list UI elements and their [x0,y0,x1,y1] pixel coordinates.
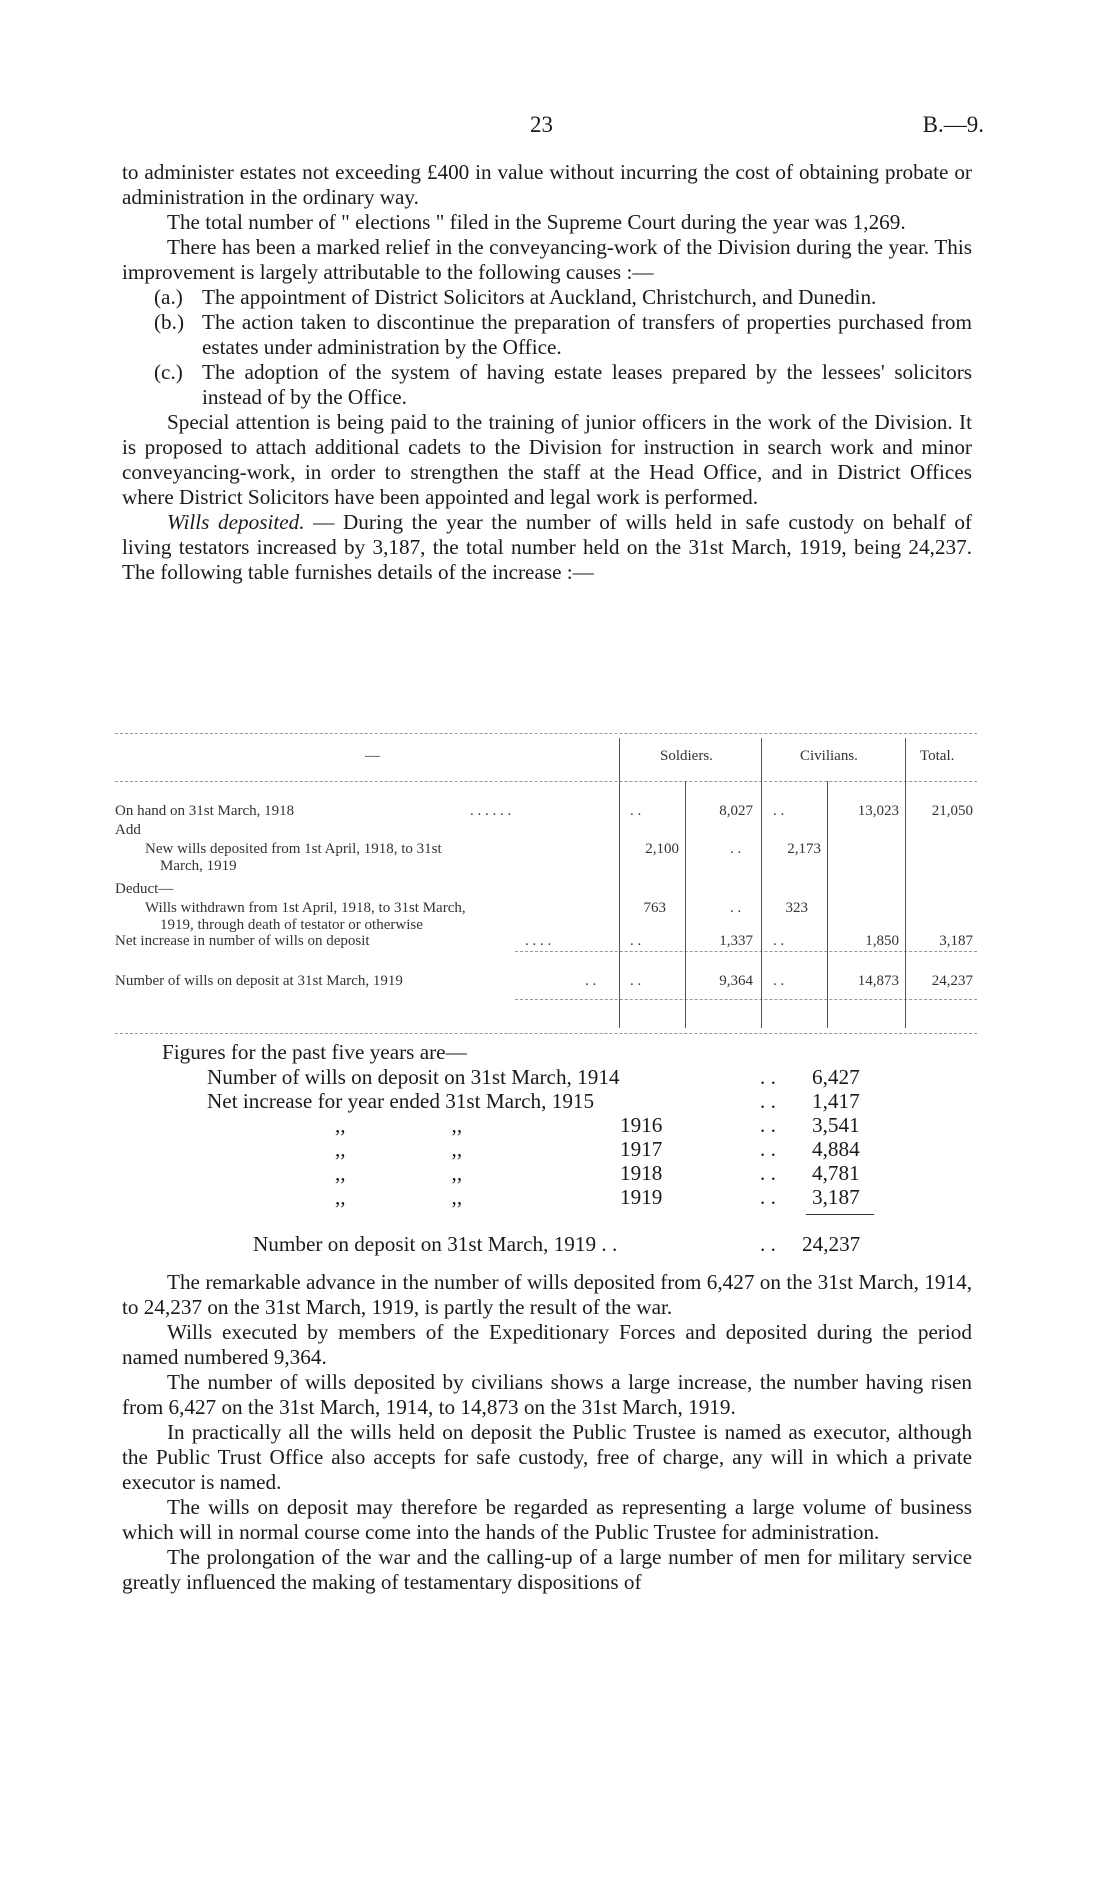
leader-dots: . . [760,1065,776,1089]
list-item-text: The action taken to discontinue the preparation of transfers of properties purchased from estates under administration by the Office. [202,310,972,359]
ditto-marks: ,, ,, [335,1161,463,1185]
document-reference: B.—9. [922,112,984,137]
table-row-label: March, 1919 [160,858,237,874]
paragraph-heading: Wills deposited. [167,510,305,534]
paragraph: The number of wills deposited by civilians shows a large increase, the number having risen from 6,427 on the 31st March, 1914, to 14,873 on the 31st March, 1919. [122,1370,972,1419]
figures-line-value: 3,541 [812,1113,860,1137]
table-cell: 3,187 [939,933,973,949]
paragraph: The wills on deposit may therefore be regarded as representing a large volume of business which will in normal course come into the hands of the Public Trustee for administration. [122,1495,972,1544]
paragraph: The total number of " elections " filed in the Supreme Court during the year was 1,269. [167,210,906,234]
table-header-soldiers: Soldiers. [660,748,713,764]
figures-line-label: Net increase for year ended 31st March, 1915 [207,1089,595,1113]
paragraph: In practically all the wills held on deposit the Public Trustee is named as executor, although the Public Trust Office also accepts for safe custody, free of charge, any will in which a private executor is named. [122,1420,972,1494]
figures-line-year: 1918 [620,1161,663,1185]
list-item [122,310,972,360]
paragraph-text: — During the year the number of wills held in safe custody on behalf of living testators increased by 3,187, the total number held on the 31st March, 1919, being 24,237. The following table furnishes details of the increase :— [122,510,972,584]
figures-intro: Figures for the past five years are— [162,1040,467,1064]
figures-line-year: 1917 [620,1137,663,1161]
table-cell: 1,850 [865,933,899,949]
figures-line-value: 3,187 [812,1185,860,1209]
list-item-label: (b.) [154,310,185,334]
figures-line-value: 1,417 [812,1089,860,1113]
leader-dots: . . [760,1185,776,1209]
table-row-label: Add [115,822,141,838]
leader-dots: . . [760,1113,776,1137]
leader-dots: . . [760,1089,776,1113]
table-row-label: Number of wills on deposit at 31st March, 1919 [115,973,403,989]
paragraph: There has been a marked relief in the conveyancing-work of the Division during the year. This improvement is largely attributable to the following causes :— [122,235,972,284]
paragraph: The remarkable advance in the number of wills deposited from 6,427 on the 31st March, 1914, to 24,237 on the 31st March, 1919, is partly the result of the war. [122,1270,972,1319]
table-row-label: Net increase in number of wills on deposit [115,933,370,949]
table-header-total: Total. [920,748,955,764]
table-row-label: Deduct— [115,881,174,897]
table-cell: . . [773,803,785,819]
list-item-label: (c.) [154,360,183,384]
paragraph [122,510,972,585]
paragraph: Wills executed by members of the Expeditionary Forces and deposited during the period named numbered 9,364. [122,1320,972,1369]
leader-dots: . . [760,1232,776,1256]
table-row-label: Wills withdrawn from 1st April, 1918, to 31st March, [145,900,466,916]
leader-dots: . . . . . . [470,803,512,819]
body-text-top [122,160,972,585]
table-cell: 8,027 [719,803,753,819]
ditto-marks: ,, ,, [335,1113,463,1137]
table-row-label: 1919, through death of testator or otherwise [160,917,423,933]
page-header [0,112,1114,142]
table-cell: . . [773,933,785,949]
ditto-marks: ,, ,, [335,1137,463,1161]
table-cell: 763 [643,900,666,916]
list-item [122,285,972,310]
table-cell: . . [730,900,742,916]
table-header-civilians: Civilians. [800,748,858,764]
figures-total-label: Number on deposit on 31st March, 1919 . . [253,1232,618,1256]
leader-dots: . . [760,1137,776,1161]
page-number: 23 [530,112,553,137]
table-cell: 13,023 [857,803,899,819]
leader-dots: . . [760,1161,776,1185]
figures-line-label: Number of wills on deposit on 31st March, 1914 [207,1065,620,1089]
leader-dots: . . [585,973,597,989]
figures-line-value: 6,427 [812,1065,860,1089]
table-row-label: New wills deposited from 1st April, 1918, to 31st [145,841,442,857]
body-text-bottom [122,1270,972,1595]
figures-line-year: 1916 [620,1113,663,1137]
list-item-label: (a.) [154,285,183,309]
figures-line-year: 1919 [620,1185,663,1209]
table-header-blank: — [365,748,380,764]
list-item-text: The adoption of the system of having estate leases prepared by the lessees' solicitors instead of by the Office. [202,360,972,409]
figures-total-value: 24,237 [802,1232,861,1256]
table-cell: . . [773,973,785,989]
wills-table [115,733,977,1033]
table-cell: . . [630,973,642,989]
table-cell: . . [630,933,642,949]
table-cell: 24,237 [931,973,973,989]
table-cell: 2,173 [787,841,821,857]
table-cell: 14,873 [857,973,899,989]
table-cell: 21,050 [931,803,973,819]
figures-line-value: 4,884 [812,1137,860,1161]
list-item [122,360,972,410]
table-cell: 9,364 [719,973,753,989]
paragraph: to administer estates not exceeding £400 in value without incurring the cost of obtaining probate or administration in the ordinary way. [122,160,972,209]
figures-line-value: 4,781 [812,1161,860,1185]
list-item-text: The appointment of District Solicitors at Auckland, Christchurch, and Dunedin. [202,285,877,309]
paragraph: Special attention is being paid to the training of junior officers in the work of the Division. It is proposed to attach additional cadets to the Division for instruction in search work and minor conveyancing-work, in order to strengthen the staff at the Head Office, and in District Offices where District Solicitors have been appointed and legal work is performed. [122,410,972,509]
table-cell: . . [630,803,642,819]
sum-rule [806,1214,874,1215]
leader-dots: . . . . [525,933,552,949]
table-cell: 323 [785,900,808,916]
table-cell: 1,337 [719,933,753,949]
paragraph: The prolongation of the war and the calling-up of a large number of men for military service greatly influenced the making of testamentary dispositions of [122,1545,972,1594]
table-row-label: On hand on 31st March, 1918 [115,803,295,819]
table-cell: . . [730,841,742,857]
table-cell: 2,100 [645,841,679,857]
ditto-marks: ,, ,, [335,1185,463,1209]
